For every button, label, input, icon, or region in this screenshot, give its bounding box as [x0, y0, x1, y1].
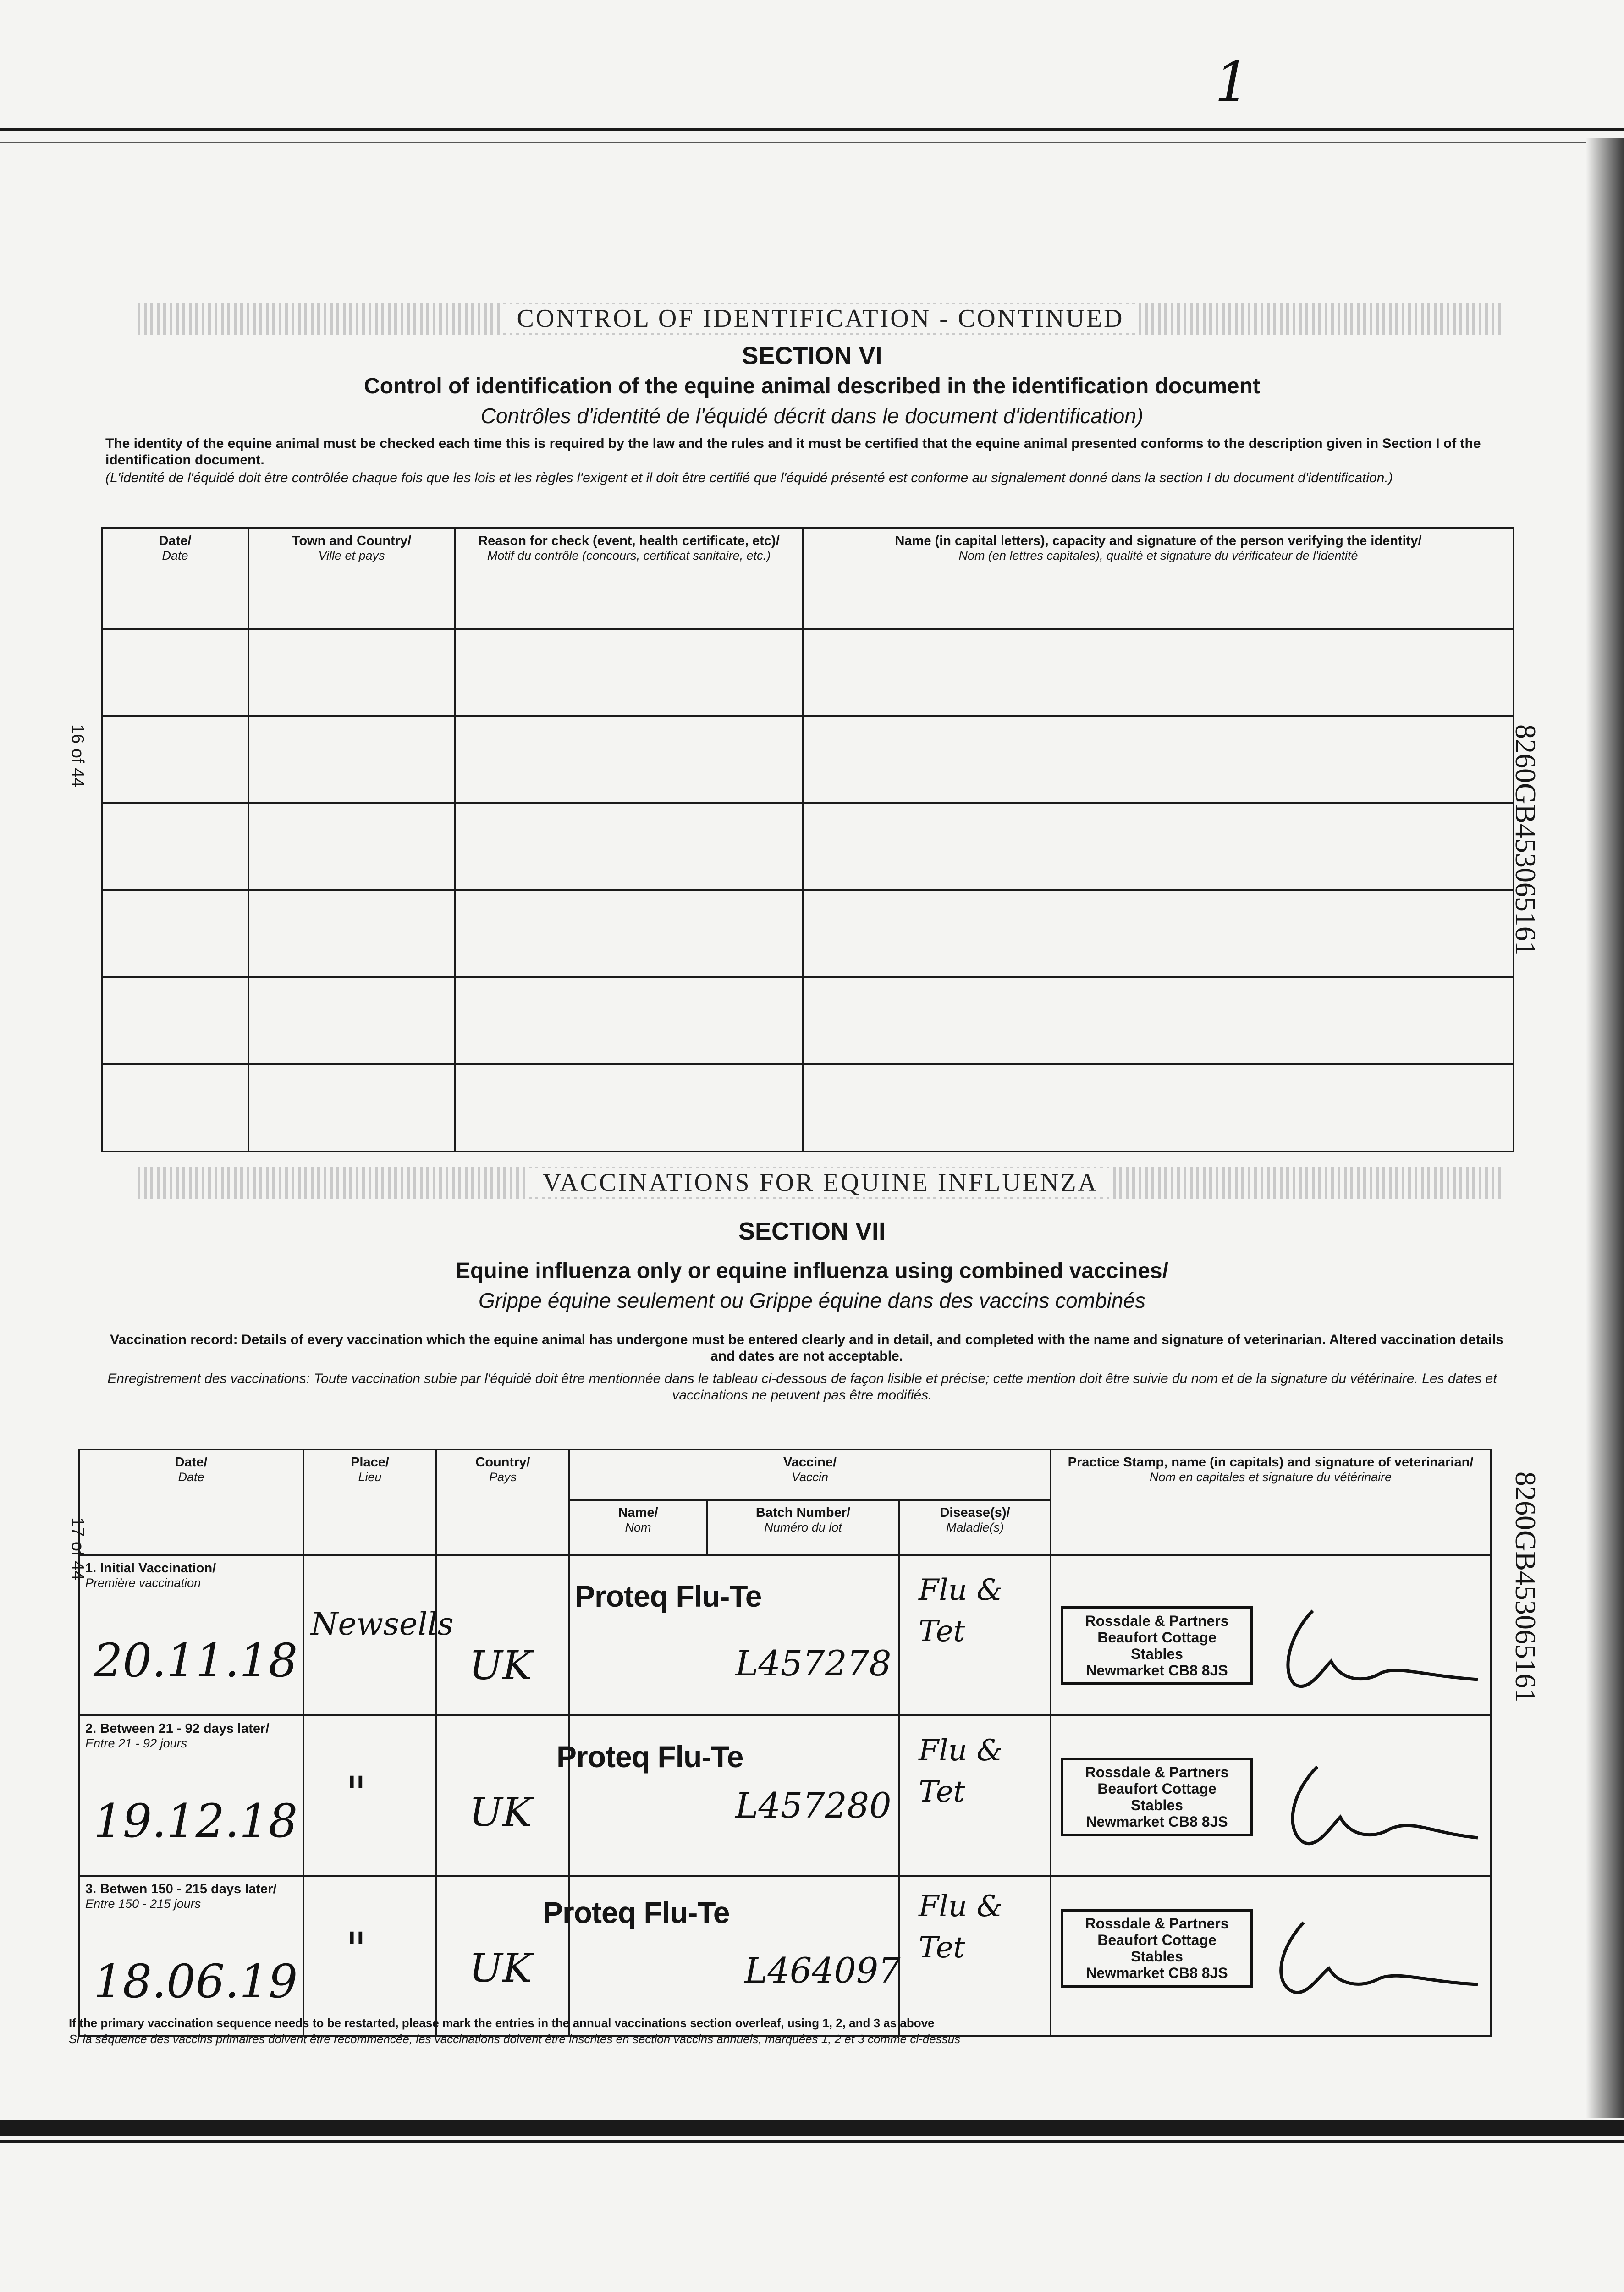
identity-cell[interactable]: [455, 803, 803, 890]
vac-date: 19.12.18: [94, 1794, 298, 1848]
page-mark-16: 16 of 44: [68, 724, 87, 788]
side-code-2: 8260GB453065161: [1509, 1471, 1542, 1703]
vac-row-label-fr: Première vaccination: [85, 1576, 201, 1590]
identity-check-table: [101, 527, 1514, 1152]
vac-date: 18.06.19: [94, 1955, 298, 2008]
col-vac-country-fr: Pays: [489, 1470, 517, 1484]
section7-footer-fr: Si la séquence des vaccins primaires doivent être recommencée, les vaccinations doivent être inscrites en section vaccins annuels, marquées 1, 2 et 3 comme ci-dessus: [69, 2032, 961, 2046]
identity-cell[interactable]: [803, 716, 1514, 803]
section7-note-fr: Enregistrement des vaccinations: Toute vaccination subie par l'équidé doit être mentionnée dans le tableau ci-dessous de façon lisible et précise; cette mention doit être suivie du nom et de la signature du vétérinaire. Les dates et vaccinations ne peuvent pas être modifiés.: [107, 1371, 1497, 1403]
section6-banner: [138, 303, 1503, 335]
identity-cell[interactable]: [455, 1064, 803, 1152]
bottom-rule-thin: [0, 2140, 1624, 2143]
stamp-line-3: Newmarket CB8 8JS: [1086, 1965, 1228, 1981]
identity-cell[interactable]: [248, 716, 455, 803]
col-vac-disease-en: Disease(s)/: [940, 1505, 1010, 1520]
col-vac-date: [79, 1449, 303, 1555]
col-reason-fr: Motif du contrôle (concours, certificat sanitaire, etc.): [487, 549, 771, 562]
vac-country-cell[interactable]: [436, 1715, 569, 1876]
identity-row: [102, 716, 1514, 803]
stamp-line-1: Rossdale & Partners: [1085, 1613, 1229, 1629]
identity-cell[interactable]: [455, 716, 803, 803]
identity-cell[interactable]: [248, 803, 455, 890]
col-vac-batch: [707, 1500, 899, 1555]
stamp-line-2: Beaufort Cottage Stables: [1097, 1932, 1217, 1965]
col-vac-disease-fr: Maladie(s): [946, 1521, 1004, 1534]
vet-signature: [1253, 1895, 1482, 2014]
identity-cell[interactable]: [102, 716, 248, 803]
col-town-country: [248, 528, 455, 629]
top-handwritten-mark: 1: [1215, 50, 1250, 114]
identity-cell[interactable]: [455, 890, 803, 977]
section6-note-en: The identity of the equine animal must be checked each time this is required by the law and the rules and it must be certified that the equine animal presented conforms to the description given in Section I of the identification document.: [105, 436, 1481, 468]
identity-header-row: [102, 528, 1514, 629]
vet-signature: [1262, 1744, 1482, 1863]
identity-cell[interactable]: [248, 890, 455, 977]
section7-title: SECTION VII: [738, 1218, 886, 1245]
bottom-rule: [0, 2120, 1624, 2136]
col-date-fr: Date: [162, 549, 188, 562]
page-mark-17: 17 of 44: [68, 1517, 87, 1581]
vac-practice-cell[interactable]: [1051, 1715, 1491, 1876]
identity-cell[interactable]: [102, 977, 248, 1064]
col-vaccine-fr: Vaccin: [791, 1470, 829, 1484]
vaccination-row: [79, 1555, 1491, 1715]
identity-row: [102, 977, 1514, 1064]
stamp-line-2: Beaufort Cottage Stables: [1097, 1629, 1217, 1662]
vac-row-label-fr: Entre 21 - 92 jours: [85, 1736, 187, 1750]
vac-date-cell[interactable]: [79, 1876, 303, 2036]
side-code-1: 8260GB453065161: [1509, 724, 1542, 956]
vac-row-label-fr: Entre 150 - 215 jours: [85, 1897, 201, 1911]
col-date: [102, 528, 248, 629]
vac-disease: Flu & Tet: [919, 1890, 1003, 1965]
col-vac-name: [569, 1500, 707, 1555]
col-vac-place: [303, 1449, 436, 1555]
col-vaccine-en: Vaccine/: [783, 1455, 837, 1470]
vac-date: 20.11.18: [94, 1634, 298, 1687]
vac-place-cell[interactable]: [303, 1555, 454, 1715]
top-rule: [0, 128, 1624, 131]
vac-batch: L457280: [735, 1785, 892, 1826]
section7-note-en: Vaccination record: Details of every vaccination which the equine animal has undergone must be entered clearly and in detail, and completed with the name and signature of veterinarian. Altered vaccination details and dates are not acceptable.: [110, 1332, 1503, 1364]
identity-cell[interactable]: [803, 1064, 1514, 1152]
col-verifier-en: Name (in capital letters), capacity and signature of the person verifying the identity/: [895, 534, 1422, 548]
identity-cell[interactable]: [102, 803, 248, 890]
vac-place: Newsells: [311, 1606, 454, 1642]
vac-row-label: 2. Between 21 - 92 days later/: [85, 1721, 270, 1736]
vac-practice-cell[interactable]: [1051, 1876, 1491, 2036]
vac-disease-cell[interactable]: [899, 1876, 1051, 2036]
col-vac-place-fr: Lieu: [358, 1470, 382, 1484]
identity-cell[interactable]: [803, 629, 1514, 716]
section6-title: SECTION VI: [742, 342, 882, 369]
col-vac-name-en: Name/: [618, 1505, 658, 1520]
vac-name-batch-cell[interactable]: [556, 1715, 899, 1876]
vaccination-table: [78, 1449, 1492, 2037]
vaccination-header-row: [79, 1449, 1491, 1500]
vac-row-label: 1. Initial Vaccination/: [85, 1561, 216, 1576]
col-date-en: Date/: [159, 534, 192, 548]
vac-name: Proteq Flu-Te: [543, 1895, 730, 1929]
col-vac-disease: [899, 1500, 1051, 1555]
col-vaccine: [569, 1449, 1051, 1500]
col-practice-en: Practice Stamp, name (in capitals) and signature of veterinarian/: [1068, 1455, 1474, 1470]
vac-country: UK: [469, 1643, 532, 1689]
section7-subtitle-en: Equine influenza only or equine influenza using combined vaccines/: [456, 1259, 1168, 1283]
stamp-line-1: Rossdale & Partners: [1085, 1764, 1229, 1780]
col-reason-en: Reason for check (event, health certificate, etc)/: [478, 534, 780, 548]
vac-name-batch-cell[interactable]: [543, 1876, 901, 2036]
vac-disease-cell[interactable]: [899, 1715, 1051, 1876]
section6-subtitle-en: Control of identification of the equine animal described in the identification document: [364, 374, 1260, 398]
col-practice-fr: Nom en capitales et signature du vétérinaire: [1149, 1470, 1392, 1484]
stamp-line-3: Newmarket CB8 8JS: [1086, 1662, 1228, 1679]
vac-disease: Flu & Tet: [919, 1573, 1003, 1648]
practice-stamp: [1061, 1909, 1253, 1988]
identity-cell[interactable]: [455, 629, 803, 716]
identity-cell[interactable]: [803, 977, 1514, 1064]
vac-batch: L457278: [735, 1643, 892, 1684]
col-vac-batch-en: Batch Number/: [755, 1505, 851, 1520]
vac-place-cell[interactable]: [303, 1715, 436, 1876]
vac-practice-cell[interactable]: [1051, 1555, 1491, 1715]
vac-country: UK: [469, 1945, 532, 1991]
identity-cell[interactable]: [248, 977, 455, 1064]
section7-footer-en: If the primary vaccination sequence needs to be restarted, please mark the entries in the annual vaccinations section overleaf, using 1, 2, and 3 as above: [69, 2016, 935, 2030]
section7-banner-text: VACCINATIONS FOR EQUINE INFLUENZA: [529, 1168, 1112, 1197]
identity-cell[interactable]: [102, 890, 248, 977]
practice-stamp: [1061, 1606, 1253, 1685]
vac-batch: L464097: [744, 1950, 901, 1991]
identity-row: [102, 1064, 1514, 1152]
vaccination-row: [79, 1876, 1491, 2036]
vac-place: ": [346, 1923, 367, 1976]
col-verifier: [803, 528, 1514, 629]
vet-signature: [1262, 1592, 1482, 1702]
col-vac-date-fr: Date: [178, 1470, 204, 1484]
top-rule-thin: [0, 142, 1624, 143]
stamp-line-2: Beaufort Cottage Stables: [1097, 1780, 1217, 1813]
identity-cell[interactable]: [248, 1064, 455, 1152]
section6-note-fr: (L'identité de l'équidé doit être contrôlée chaque fois que les lois et les règles l'exigent et il doit être certifié que l'équidé présenté est conforme au signalement donné dans la section I du document d'identification.): [105, 470, 1393, 485]
vac-place: ": [346, 1767, 367, 1820]
vac-name-batch-cell[interactable]: [569, 1555, 899, 1715]
col-vac-place-en: Place/: [351, 1455, 389, 1470]
vac-place-cell[interactable]: [303, 1876, 436, 2036]
identity-cell[interactable]: [803, 803, 1514, 890]
practice-stamp: [1061, 1758, 1253, 1836]
vac-date-cell[interactable]: [79, 1555, 303, 1715]
identity-cell[interactable]: [248, 629, 455, 716]
vac-date-cell[interactable]: [79, 1715, 303, 1876]
vac-name: Proteq Flu-Te: [556, 1740, 743, 1774]
section6-subtitle-fr: Contrôles d'identité de l'équidé décrit dans le document d'identification): [480, 404, 1144, 428]
identity-row: [102, 629, 1514, 716]
right-edge-shadow: [1586, 138, 1624, 2118]
col-town-en: Town and Country/: [292, 534, 412, 548]
col-verifier-fr: Nom (en lettres capitales), qualité et signature du vérificateur de l'identité: [958, 549, 1358, 562]
identity-cell[interactable]: [102, 629, 248, 716]
col-town-fr: Ville et pays: [318, 549, 385, 562]
col-vac-date-en: Date/: [175, 1455, 208, 1470]
vac-disease-cell[interactable]: [899, 1555, 1051, 1715]
section7-subtitle-fr: Grippe équine seulement ou Grippe équine dans des vaccins combinés: [479, 1289, 1145, 1312]
vac-row-label: 3. Betwen 150 - 215 days later/: [85, 1882, 277, 1896]
col-vac-country-en: Country/: [475, 1455, 530, 1470]
identity-row: [102, 890, 1514, 977]
section7-banner: [138, 1167, 1503, 1199]
vaccination-row: [79, 1715, 1491, 1876]
vac-name: Proteq Flu-Te: [575, 1579, 762, 1613]
col-vac-country: [436, 1449, 569, 1555]
col-vac-batch-fr: Numéro du lot: [764, 1521, 842, 1534]
vac-country: UK: [469, 1790, 532, 1835]
identity-cell[interactable]: [455, 977, 803, 1064]
col-practice: [1051, 1449, 1491, 1555]
identity-row: [102, 803, 1514, 890]
section6-banner-text: CONTROL OF IDENTIFICATION - CONTINUED: [503, 304, 1138, 333]
stamp-line-1: Rossdale & Partners: [1085, 1915, 1229, 1932]
vac-country-cell[interactable]: [436, 1555, 569, 1715]
vac-disease: Flu & Tet: [919, 1734, 1003, 1809]
identity-cell[interactable]: [803, 890, 1514, 977]
stamp-line-3: Newmarket CB8 8JS: [1086, 1813, 1228, 1830]
identity-cell[interactable]: [102, 1064, 248, 1152]
col-reason: [455, 528, 803, 629]
col-vac-name-fr: Nom: [625, 1521, 651, 1534]
